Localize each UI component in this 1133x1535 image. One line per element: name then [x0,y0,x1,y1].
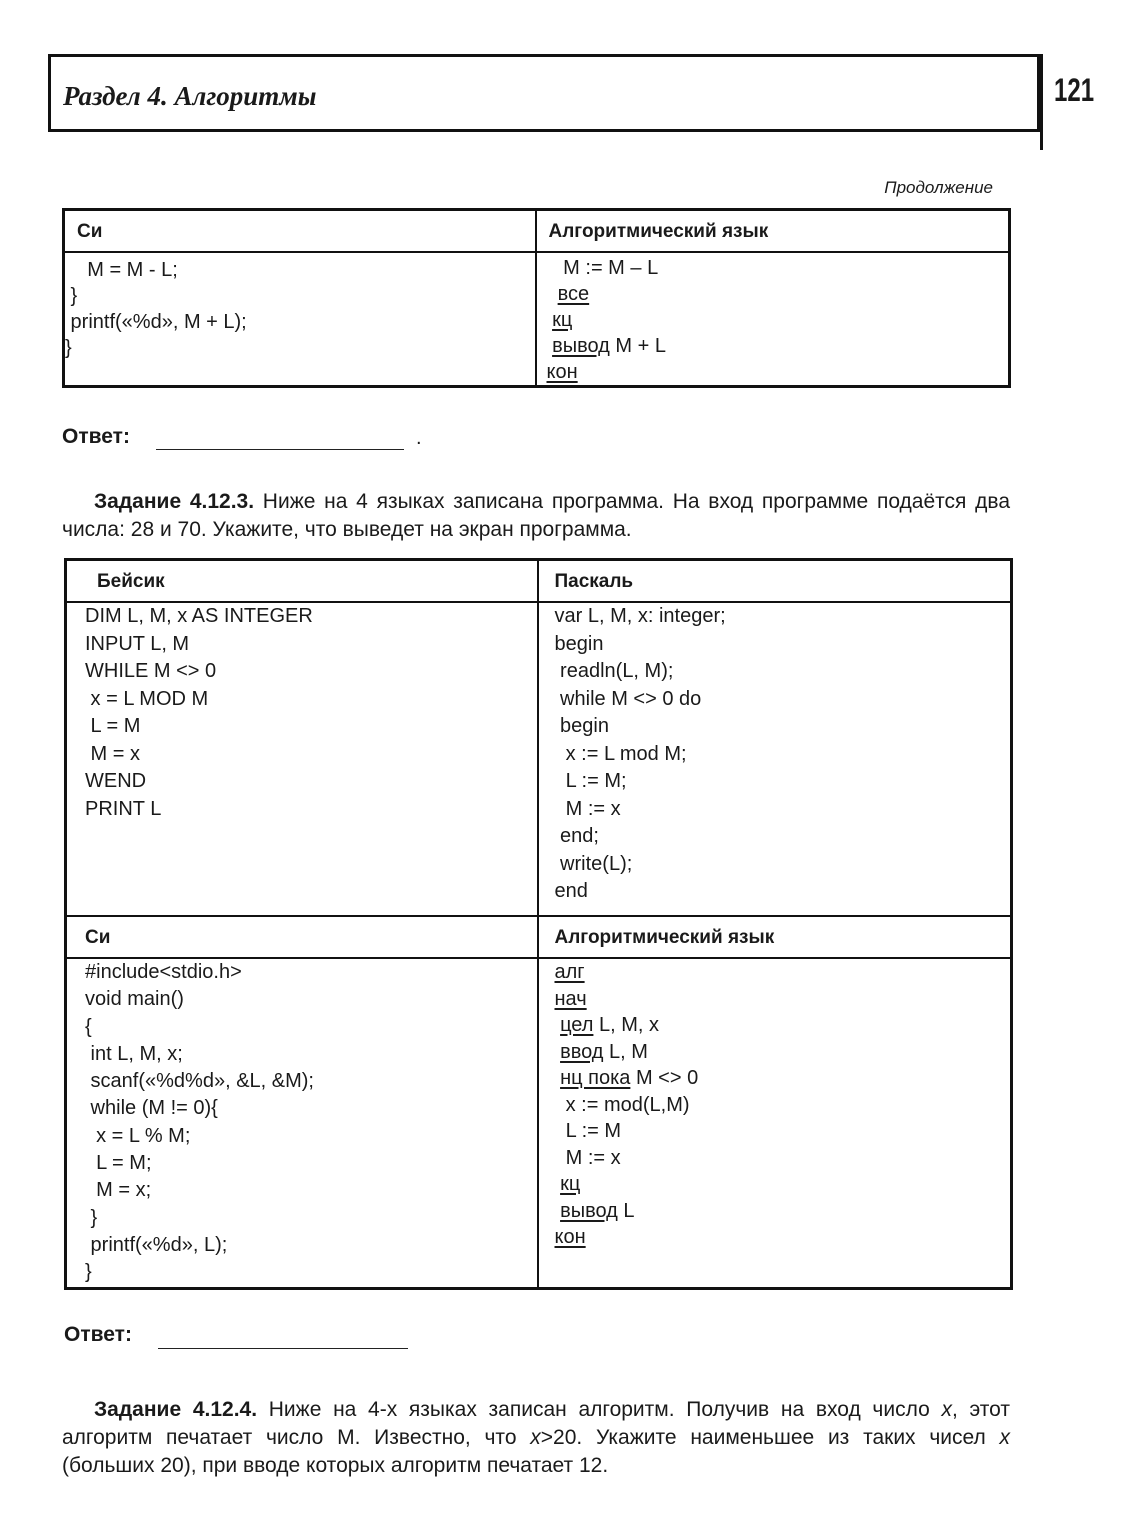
keyword: кон [546,361,578,383]
code-line [555,1065,1011,1092]
algo-code-cell [538,958,1012,1288]
code-line: L := M; [554,770,627,792]
indent [555,1120,566,1142]
code-line [555,1145,1011,1172]
answer-input-line[interactable] [156,448,404,450]
code-text: L := M [565,1120,622,1142]
code-line: PRINT L [85,797,162,820]
code-line [555,1171,1011,1198]
variable-x: x [999,1426,1010,1449]
code-text: L [617,1199,635,1222]
code-line: } [85,1261,92,1284]
code-line [547,359,1009,385]
task-text: Ниже на 4 языках записана программа. На вход программе подаётся два числа: 28 и 70. Укажите, что выведет на экран программа. [62,490,1011,541]
code-line: write(L); [554,852,633,875]
header-algorithmic: Алгоритмический язык [536,210,1010,253]
code-line: printf(«%d», M + L); [65,311,247,333]
code-line [555,986,1011,1013]
task-4-12-3 [62,488,1010,544]
code-line [547,255,1009,281]
code-line: #include<stdio.h> [85,961,242,983]
header-c: Си [64,210,536,253]
code-line [555,1118,1011,1145]
indent [555,1094,566,1116]
answer-label: Ответ: [62,425,130,448]
code-line [555,1224,1011,1251]
task-title: Задание 4.12.3. [94,490,255,513]
keyword: кц [552,309,573,331]
code-line: end; [554,825,599,847]
code-line: } [65,285,78,307]
code-line: M = x [85,742,141,765]
task-text: (больших 20), при вводе которых алгоритм печатает 12. [62,1454,609,1477]
code-line: L = M; [85,1152,152,1175]
code-line: scanf(«%d%d», &L, &M); [85,1070,314,1093]
basic-code-cell [66,602,538,916]
code-line: printf(«%d», L); [85,1233,228,1256]
code-line: M = M - L; [65,259,178,281]
task-text: >20. Укажите наименьшее из таких чисел [540,1426,1000,1449]
page-number: 121 [1054,72,1095,108]
header-basic: Бейсик [66,560,538,603]
continuation-label: Продолжение [884,178,993,197]
code-text: M <> 0 [630,1067,699,1089]
task-4-12-4 [62,1396,1010,1480]
code-line: } [85,1206,98,1229]
code-text: x := mod(L,M) [565,1093,690,1116]
keyword: нач [554,987,587,1010]
pascal-code-cell [538,602,1012,916]
header-pascal: Паскаль [538,560,1012,603]
code-text: L, M, x [593,1014,659,1036]
code-line: { [85,1015,92,1038]
keyword: ввод [560,1040,604,1063]
code-line: M = x; [85,1179,152,1202]
header-c: Си [66,916,538,958]
keyword: вывод [560,1199,618,1222]
indent [547,257,564,279]
code-line: x = L MOD M [85,687,209,710]
variable-x: x [530,1426,541,1449]
algo-code-cell [536,252,1010,387]
code-line: } [65,337,72,359]
code-line [555,1092,1011,1119]
task-title: Задание 4.12.4. [94,1398,258,1421]
code-line: while (M != 0){ [85,1097,218,1120]
code-line: L = M [85,715,141,737]
code-table-four-languages [64,558,1013,1290]
code-line: while M <> 0 do [554,687,702,710]
code-line: var L, M, x: integer; [554,605,726,627]
code-line: begin [554,715,609,737]
section-header [48,54,1040,132]
code-line: DIM L, M, x AS INTEGER [85,605,313,627]
header-algorithmic: Алгоритмический язык [538,916,1012,958]
code-line: M := x [554,797,621,820]
code-line: end [554,880,588,902]
indent [555,1147,566,1169]
keyword: алг [554,961,585,983]
code-line [555,1198,1011,1225]
task-text: , этот алгоритм печатает число M. Известно, что [62,1398,1010,1449]
keyword: кон [554,1226,586,1248]
code-line: WEND [85,770,147,792]
code-line [555,1039,1011,1066]
answer-period: . [416,427,422,449]
code-text: M := M – L [563,257,659,279]
code-line: WHILE M <> 0 [85,660,217,682]
code-line: void main() [85,988,184,1011]
keyword: нц пока [560,1067,631,1089]
code-table-continued [62,208,1011,388]
code-line [555,959,1011,986]
code-line: INPUT L, M [85,632,190,655]
indent [547,283,558,305]
code-line: readln(L, M); [554,660,674,682]
keyword: цел [560,1014,594,1036]
code-line: x := L mod M; [554,742,687,765]
code-line: x = L % M; [85,1124,191,1147]
code-line [547,307,1009,333]
code-line [547,281,1009,307]
c-code-cell [66,958,538,1288]
task-text: Ниже на 4-х языках записан алгоритм. Получив на вход число [257,1398,942,1421]
answer-label: Ответ: [64,1323,132,1346]
answer-input-line[interactable] [158,1347,408,1349]
variable-x: x [941,1398,952,1421]
code-line: begin [554,632,604,655]
code-line: int L, M, x; [85,1042,183,1065]
code-text: M + L [609,335,666,357]
keyword: вывод [552,335,610,357]
code-line [555,1012,1011,1039]
keyword: кц [560,1173,581,1195]
keyword: все [557,283,590,305]
c-code-cell [64,252,536,387]
code-line [547,333,1009,359]
code-text: M := x [565,1146,621,1169]
section-title: Раздел 4. Алгоритмы [63,81,317,111]
code-text: L, M [603,1040,648,1063]
